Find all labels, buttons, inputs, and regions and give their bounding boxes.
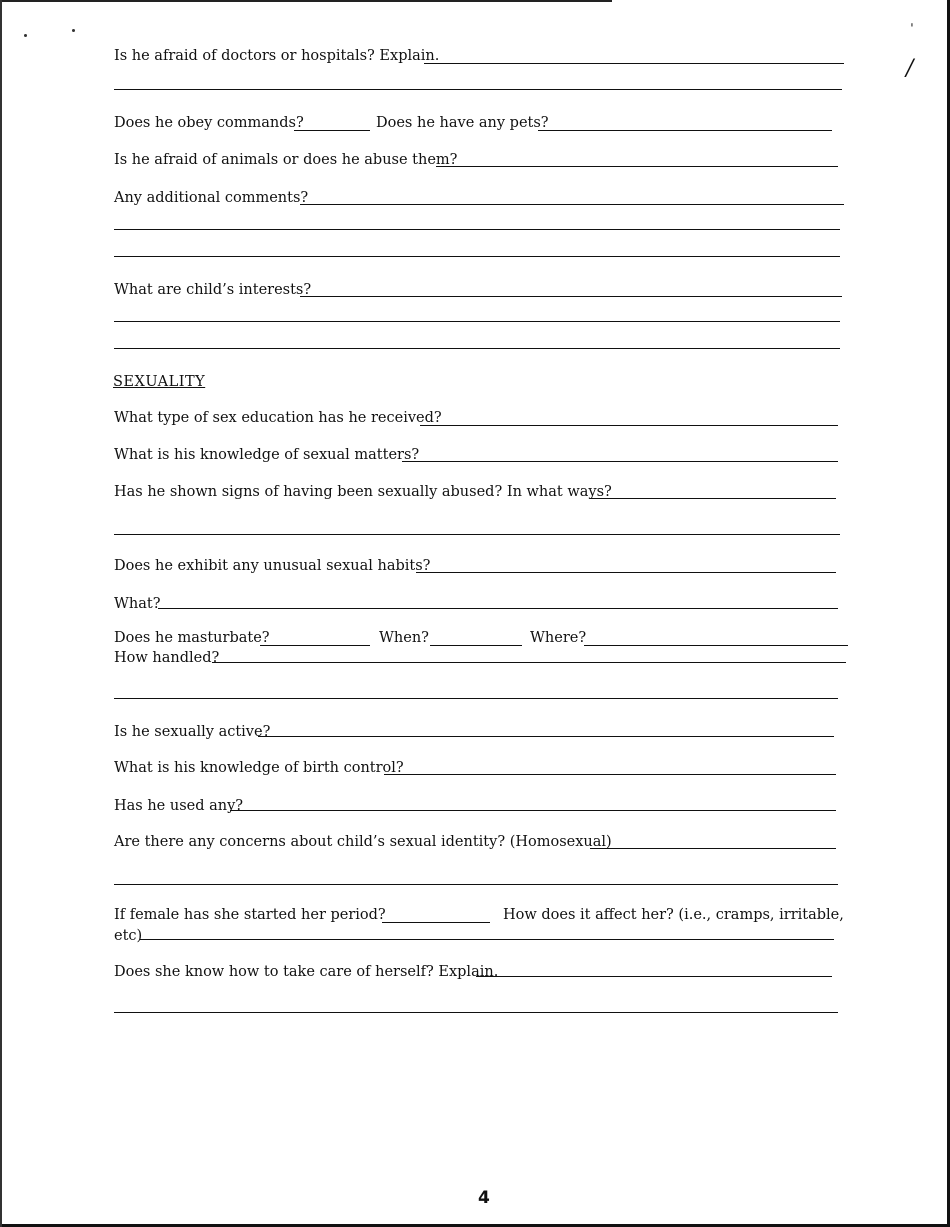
answer-line[interactable] (436, 166, 838, 167)
question-label: If female has she started her period? (114, 907, 386, 923)
answer-line[interactable] (402, 461, 838, 462)
scan-speck (72, 29, 75, 32)
question-label: Are there any concerns about child’s sexual identity? (Homosexual) (114, 834, 612, 850)
answer-line[interactable] (158, 608, 838, 609)
question-sex-education (114, 408, 840, 428)
question-label: When? (379, 630, 429, 646)
question-interests (114, 280, 844, 300)
question-sexually-abused (114, 482, 840, 502)
answer-line[interactable] (230, 810, 836, 811)
question-sexual-knowledge (114, 445, 840, 465)
question-what (114, 594, 840, 614)
question-masturbate (114, 628, 850, 648)
question-period-started (114, 905, 850, 925)
question-additional-comments (114, 188, 846, 208)
answer-line[interactable] (300, 296, 842, 297)
answer-line[interactable] (140, 939, 834, 940)
question-label: What is his knowledge of birth control? (114, 760, 404, 776)
question-label: Does she know how to take care of herself? Explain. (114, 964, 499, 980)
question-label: Does he have any pets? (376, 115, 549, 131)
answer-line[interactable] (430, 645, 522, 646)
question-label: What? (114, 596, 161, 612)
answer-line[interactable] (294, 130, 370, 131)
answer-line-continuation[interactable] (114, 348, 840, 349)
question-label: What type of sex education has he received? (114, 410, 442, 426)
answer-line[interactable] (260, 645, 370, 646)
page-number: 4 (478, 1188, 490, 1208)
question-label: Does he masturbate? (114, 630, 270, 646)
question-label: Is he afraid of animals or does he abuse them? (114, 152, 458, 168)
question-how-handled (114, 648, 850, 668)
question-label: Is he afraid of doctors or hospitals? Explain. (114, 48, 440, 64)
scan-speck (24, 34, 27, 37)
question-label: Does he exhibit any unusual sexual habits? (114, 558, 431, 574)
answer-line-continuation[interactable] (114, 534, 840, 535)
question-label: Any additional comments? (114, 190, 309, 206)
answer-line-continuation[interactable] (114, 229, 840, 230)
answer-line[interactable] (300, 204, 844, 205)
question-label: Does he obey commands? (114, 115, 304, 131)
answer-line[interactable] (258, 736, 834, 737)
question-sexually-active (114, 722, 840, 742)
question-label: Is he sexually active? (114, 724, 271, 740)
question-label: How handled? (114, 650, 220, 666)
question-obey-commands (114, 113, 834, 133)
question-care-herself (114, 962, 840, 982)
answer-line[interactable] (584, 645, 848, 646)
answer-line[interactable] (424, 63, 844, 64)
answer-line[interactable] (476, 976, 832, 977)
scan-mark: ˈ (910, 22, 914, 38)
question-afraid-doctors (114, 46, 844, 66)
question-label: How does it affect her? (i.e., cramps, irritable, (503, 907, 844, 923)
answer-line[interactable] (590, 848, 836, 849)
section-heading-sexuality: SEXUALITY (113, 374, 206, 390)
question-unusual-habits (114, 556, 840, 576)
question-birth-control (114, 758, 840, 778)
answer-line-continuation[interactable] (114, 884, 838, 885)
question-label: Has he used any? (114, 798, 244, 814)
answer-line[interactable] (416, 572, 836, 573)
scan-mark: / (906, 56, 914, 81)
question-label: What are child’s interests? (114, 282, 312, 298)
question-label: What is his knowledge of sexual matters? (114, 447, 420, 463)
answer-line-continuation[interactable] (114, 256, 840, 257)
answer-line[interactable] (590, 498, 836, 499)
answer-line[interactable] (420, 425, 838, 426)
answer-line-continuation[interactable] (114, 1012, 838, 1013)
question-sexual-identity (114, 832, 840, 852)
question-label: etc) (114, 928, 143, 944)
question-label: Where? (530, 630, 587, 646)
answer-line[interactable] (538, 130, 832, 131)
answer-line[interactable] (384, 774, 836, 775)
answer-line-continuation[interactable] (114, 698, 838, 699)
answer-line[interactable] (212, 662, 846, 663)
page-edge-top (0, 0, 612, 2)
answer-line[interactable] (382, 922, 490, 923)
question-used-any (114, 796, 840, 816)
question-period-etc (114, 926, 840, 946)
question-label: Has he shown signs of having been sexually abused? In what ways? (114, 484, 612, 500)
question-afraid-animals (114, 150, 840, 170)
answer-line-continuation[interactable] (114, 321, 840, 322)
page-edge-left (0, 0, 2, 1227)
answer-line-continuation[interactable] (114, 89, 842, 90)
